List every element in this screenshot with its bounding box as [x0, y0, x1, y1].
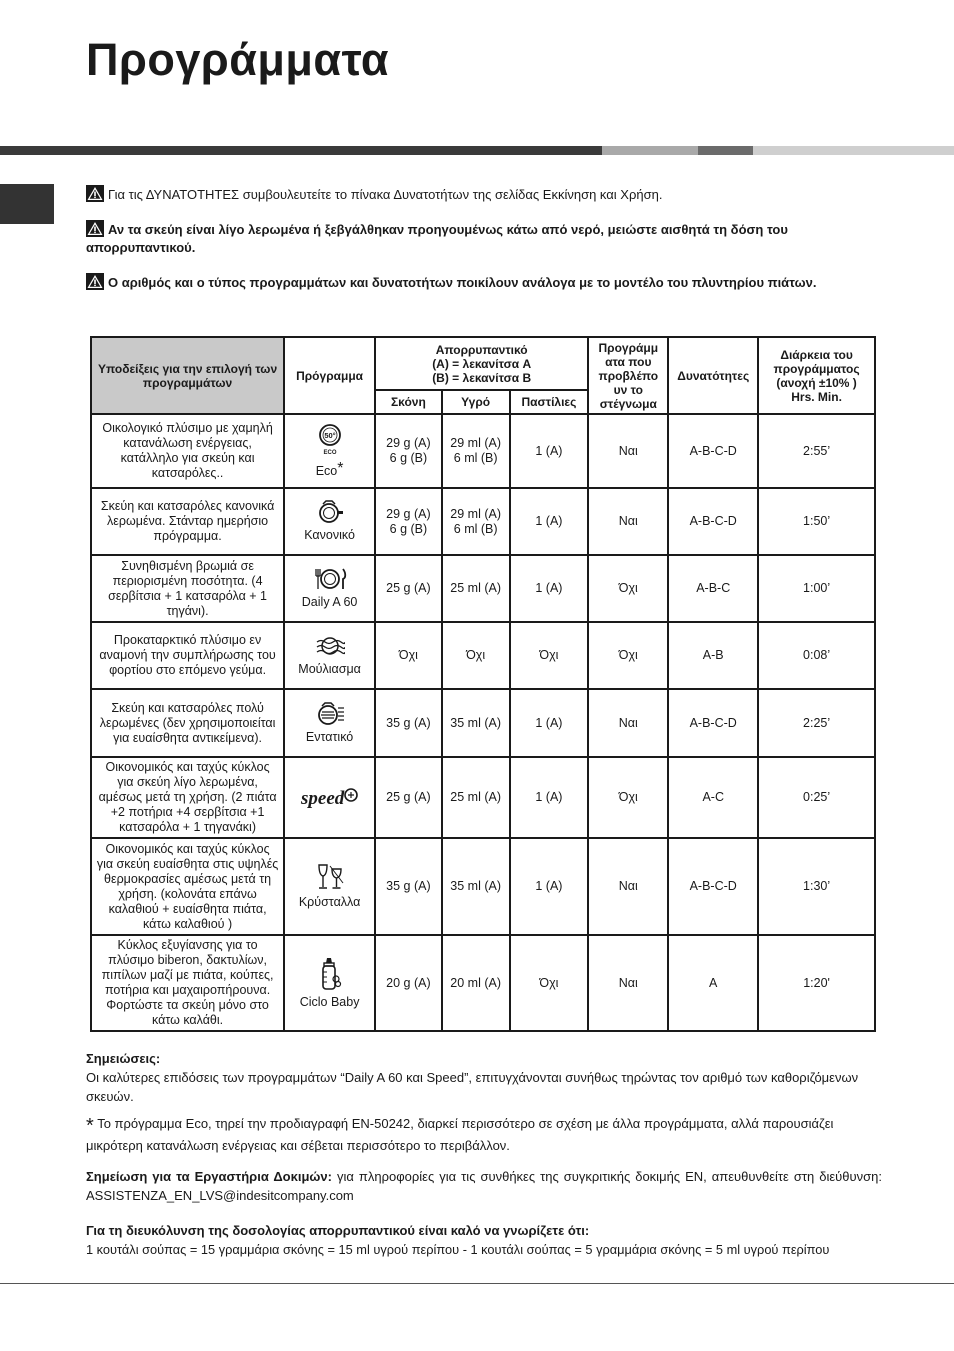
row-drying: Ναι: [588, 838, 668, 935]
table-row: [91, 555, 875, 622]
notes-eco: [86, 1114, 882, 1155]
row-duration: 1:30’: [758, 838, 875, 935]
row-program: [284, 555, 375, 622]
liquid-b: 6 ml (B): [453, 521, 498, 536]
row-duration: 2:25’: [758, 689, 875, 757]
program-name: Ciclo Baby: [299, 994, 360, 1009]
eco-icon-label: ECO: [323, 450, 337, 456]
programs-table: [90, 336, 876, 1032]
row-powder: Όχι: [375, 622, 442, 689]
warning-dose: [86, 220, 876, 257]
row-tablets: 1 (A): [510, 414, 589, 488]
row-drying: Ναι: [588, 689, 668, 757]
row-liquid: Όχι: [442, 622, 510, 689]
powder-a: 29 g (A): [386, 506, 431, 521]
notes-heading: Σημειώσεις:: [86, 1051, 161, 1066]
row-powder: 35 g (A): [375, 689, 442, 757]
row-liquid: 25 ml (A): [442, 757, 510, 838]
section-tab-marker: [0, 184, 54, 224]
header-bar-dark: [0, 146, 602, 155]
row-powder: 25 g (A): [375, 555, 442, 622]
row-description: Κύκλος εξυγίανσης για το πλύσιμο biberon, δακτυλίων, πιπίλων μαζί με πιάτα, κούπες, ποτήρια και μαχαιροπήρουνα. Φορτώστε τα σκεύη μόνο στο κάτω καλάθι.: [91, 935, 284, 1031]
row-tablets: Όχι: [510, 622, 589, 689]
header-detergent: [375, 337, 588, 390]
row-options: A-B-C-D: [668, 414, 758, 488]
table-row: [91, 935, 875, 1031]
speed-logo-icon: [300, 784, 360, 812]
warning-models: [86, 273, 876, 292]
intensive-pot-icon: [314, 702, 346, 726]
row-options: A-B-C-D: [668, 488, 758, 555]
row-duration: 1:00’: [758, 555, 875, 622]
header-detergent-a: (A) = λεκανίτσα A: [432, 356, 532, 371]
row-description: Οικονομικός και ταχύς κύκλος για σκεύη λίγο λερωμένα, αμέσως μετά τη χρήση. (2 πιάτα +2 ποτήρια +4 σερβίτσια +1 κατσαρόλα + 1 τηγανάκι): [91, 757, 284, 838]
row-liquid: 25 ml (A): [442, 555, 510, 622]
row-duration: 1:20': [758, 935, 875, 1031]
row-description: Σκεύη και κατσαρόλες κανονικά λερωμένα. Στάνταρ ημερήσιο πρόγραμμα.: [91, 488, 284, 555]
row-options: A-C: [668, 757, 758, 838]
program-name: Eco: [315, 464, 338, 478]
program-name: Daily A 60: [301, 595, 358, 609]
row-description: Σκεύη και κατσαρόλες πολύ λερωμένες (δεν χρησιμοποιείται για ευαίσθητα αντικείμενα).: [91, 689, 284, 757]
program-name: Κρύσταλλα: [298, 895, 361, 909]
table-row: [91, 757, 875, 838]
pot-icon: [315, 500, 345, 524]
warning-options: [86, 185, 876, 204]
row-tablets: 1 (A): [510, 757, 589, 838]
row-drying: Ναι: [588, 935, 668, 1031]
row-program: [284, 935, 375, 1031]
header-duration-units: Hrs. Min.: [791, 389, 842, 404]
header-powder: Σκόνη: [375, 390, 442, 414]
row-program: [284, 838, 375, 935]
program-name: Μούλιασμα: [298, 662, 361, 676]
liquid-a: 29 ml (A): [450, 436, 501, 450]
row-powder: [375, 414, 442, 488]
warning-triangle-icon: [86, 185, 104, 202]
warning-triangle-icon: [86, 273, 104, 290]
row-tablets: 1 (A): [510, 838, 589, 935]
warning-text: Ο αριθμός και ο τύπος προγραμμάτων και δυνατοτήτων ποικίλουν ανάλογα με το μοντέλο του πλυντηρίου πιάτων.: [108, 275, 817, 290]
row-tablets: Όχι: [510, 935, 589, 1031]
header-hints: Υποδείξεις για την επιλογή των προγραμμάτων: [91, 337, 284, 414]
row-options: A-B-C: [668, 555, 758, 622]
header-drying: Προγράμμ ατα που προβλέπο υν το στέγνωμα: [588, 337, 668, 414]
row-liquid: 35 ml (A): [442, 689, 510, 757]
row-options: A-B-C-D: [668, 689, 758, 757]
row-drying: Ναι: [588, 488, 668, 555]
notes-lab-text: για πληροφορίες για τις συνθήκες της συγκριτικής δοκιμής EN, απευθυνθείτε στη διεύθυνση: ASSISTENZA_EN_LVS@indesitcompany.com: [86, 1169, 882, 1203]
table-row: [91, 838, 875, 935]
table-row: [91, 622, 875, 689]
header-options: Δυνατότητες: [668, 337, 758, 414]
row-duration: 2:55’: [758, 414, 875, 488]
notes-lab-label: Σημείωση για τα Εργαστήρια Δοκιμών:: [86, 1169, 332, 1184]
header-duration-title: Διάρκεια του προγράμματος: [773, 347, 860, 376]
header-duration: [758, 337, 875, 414]
liquid-b: 6 ml (B): [453, 451, 498, 465]
row-options: A-B-C-D: [668, 838, 758, 935]
warning-triangle-icon: [86, 220, 104, 237]
warning-text: Για τις ΔΥΝΑΤΟΤΗΤΕΣ συμβουλευτείτε το πίνακα Δυνατοτήτων της σελίδας Εκκίνηση και Χρήση.: [108, 187, 663, 202]
row-description: Οικολογικό πλύσιμο με χαμηλή κατανάλωση ενέργειας, κατάλληλο για σκεύη και κατσαρόλες..: [91, 414, 284, 488]
program-name: Κανονικό: [304, 528, 355, 542]
row-drying: Όχι: [588, 555, 668, 622]
page-title: Προγράμματα: [86, 34, 390, 85]
header-bar-pale: [753, 146, 954, 155]
row-liquid: 35 ml (A): [442, 838, 510, 935]
header-duration-tolerance: (ανοχή ±10% ): [776, 375, 857, 390]
glasses-icon: [315, 863, 345, 891]
powder-a: 29 g (A): [386, 436, 431, 450]
header-program: Πρόγραμμα: [284, 337, 375, 414]
row-drying: Όχι: [588, 757, 668, 838]
plate-cutlery-icon: [313, 567, 347, 591]
table-row: [91, 414, 875, 488]
eco-icon-temp: 50°: [323, 431, 336, 440]
row-tablets: 1 (A): [510, 689, 589, 757]
notes-text-eco: Το πρόγραμμα Eco, τηρεί την προδιαγραφή EN-50242, διαρκεί περισσότερο σε σχέση με άλλα προγράμματα, αλλά παρουσιάζει μικρότερη κατανάλωση ενέργειας και σέβεται περισσότερο το περιβάλλον.: [86, 1116, 834, 1153]
row-program: [284, 414, 375, 488]
row-liquid: [442, 488, 510, 555]
row-options: A-B: [668, 622, 758, 689]
row-liquid: [442, 414, 510, 488]
baby-bottle-icon: [317, 957, 343, 991]
row-program: [284, 488, 375, 555]
row-description: Συνηθισμένη βρωμιά σε περιορισμένη ποσότητα. (4 σερβίτσια + 1 κατσαρόλα + 1 τηγάνι).: [91, 555, 284, 622]
header-bar-mid: [698, 146, 753, 155]
table-row: [91, 488, 875, 555]
notes-text-daily-speed: Οι καλύτερες επιδόσεις των προγραμμάτων “Daily A 60 και Speed”, επιτυγχάνονται συνήθως τηρώντας τον αριθμό των καθοριζόμενων σκευών.: [86, 1070, 859, 1104]
warning-text: Αν τα σκεύη είναι λίγο λερωμένα ή ξεβγάλθηκαν προηγουμένως κάτω από νερό, μειώστε αισθητά τη δόση του απορρυπαντικού.: [86, 222, 788, 255]
soak-icon: [315, 634, 345, 658]
speed-logo-text: speed: [300, 787, 344, 809]
powder-b: 6 g (B): [389, 451, 428, 465]
row-program: [284, 622, 375, 689]
eco-icon: [315, 423, 345, 457]
header-tablets: Παστίλιες: [510, 390, 589, 414]
row-powder: 25 g (A): [375, 757, 442, 838]
row-powder: 20 g (A): [375, 935, 442, 1031]
row-description: Οικονομικός και ταχύς κύκλος για σκεύη ευαίσθητα στις υψηλές θερμοκρασίες αμέσως μετά τη χρήση. (κολονάτα επάνω καλαθιού + ευαίσθητα πιάτα, κάτω καλαθιού ): [91, 838, 284, 935]
row-powder: [375, 488, 442, 555]
row-options: A: [668, 935, 758, 1031]
notes-dosage: [86, 1221, 882, 1259]
program-name: Εντατικό: [305, 729, 354, 744]
footer-rule: [0, 1283, 954, 1284]
liquid-a: 29 ml (A): [450, 506, 501, 521]
table-row: [91, 689, 875, 757]
row-program: [284, 757, 375, 838]
row-description: Προκαταρκτικό πλύσιμο εν αναμονή την συμπλήρωσης του φορτίου στο επόμενο γεύμα.: [91, 622, 284, 689]
header-detergent-title: Απορρυπαντικό: [435, 342, 528, 357]
row-tablets: 1 (A): [510, 555, 589, 622]
header-bar-light: [602, 146, 698, 155]
notes-dose-text: 1 κουτάλι σούπας = 15 γραμμάρια σκόνης = 15 ml υγρού περίπου - 1 κουτάλι σούπας = 5 γραμμάρια σκόνης = 5 ml υγρού περίπου: [86, 1242, 830, 1257]
notes-dose-heading: Για τη διευκόλυνση της δοσολογίας απορρυπαντικού είναι καλό να γνωρίζετε ότι:: [86, 1223, 590, 1238]
row-powder: 35 g (A): [375, 838, 442, 935]
row-drying: Ναι: [588, 414, 668, 488]
powder-b: 6 g (B): [389, 521, 428, 536]
header-liquid: Υγρό: [442, 390, 510, 414]
notes-star: *: [86, 1115, 94, 1137]
row-tablets: 1 (A): [510, 488, 589, 555]
row-liquid: 20 ml (A): [442, 935, 510, 1031]
row-drying: Όχι: [588, 622, 668, 689]
header-detergent-b: (B) = λεκανίτσα B: [432, 370, 532, 385]
row-duration: 0:08’: [758, 622, 875, 689]
notes-section: [86, 1049, 882, 1106]
eco-star: *: [337, 460, 344, 477]
notes-lab: [86, 1167, 882, 1205]
row-duration: 1:50’: [758, 488, 875, 555]
row-program: [284, 689, 375, 757]
row-duration: 0:25’: [758, 757, 875, 838]
